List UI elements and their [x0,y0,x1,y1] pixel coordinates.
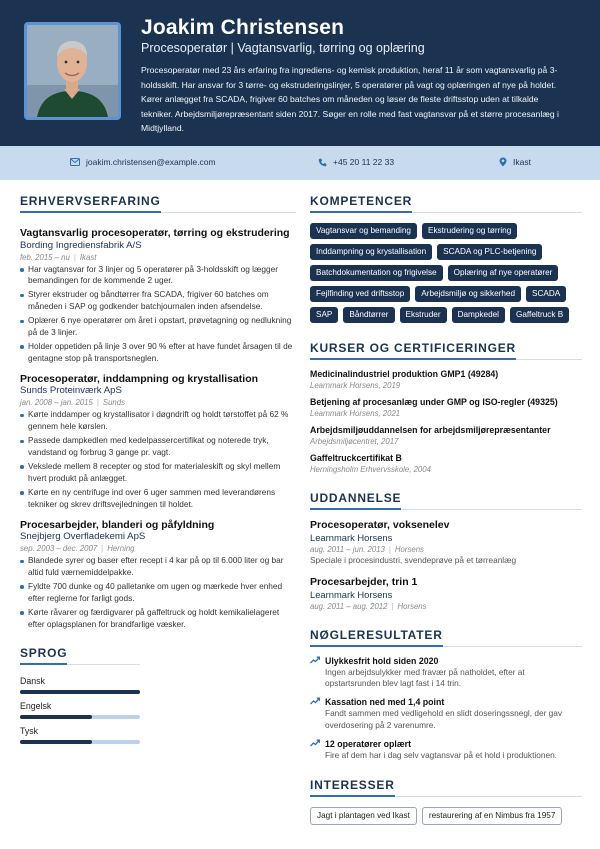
map-pin-icon [499,157,507,167]
email-text: joakim.christensen@example.com [86,157,216,167]
education-section [310,489,582,612]
section-title-skills: KOMPETENCER [310,194,412,213]
job-dates: sep. 2003 – dec. 2007 [20,544,98,553]
job-bullet: Holder oppetiden på linje 3 over 90 % efter at have fundet årsagen til de gentagne stop på transportsneglen. [20,341,296,365]
contact-bar [0,146,600,180]
contact-phone[interactable] [318,157,394,167]
result-title: 12 operatører oplært [325,739,412,750]
job-bullet: Vekslede mellem 8 recepter og stod for materialeskift og skyl mellem hvert produkt på anlægget. [20,461,296,485]
education-title: Procesarbejder, trin 1 [310,575,418,588]
job-meta: feb. 2015 – nu | Ikast [20,252,97,262]
language-item [20,725,296,744]
education-meta: aug. 2011 – jun. 2013 | Horsens [310,545,424,554]
course-meta: Learnmark Horsens, 2021 [310,409,401,418]
headline: Procesoperatør | Vagtansvarlig, tørring og oplæring [141,41,425,55]
language-name: Engelsk [20,701,52,712]
job-dates: jan. 2008 – jan. 2015 [20,398,93,408]
job-bullets [20,409,296,510]
result-item [310,696,582,732]
trend-up-icon [310,656,320,664]
phone-icon [318,158,327,167]
course-item [310,369,582,391]
job-company: Sunds Proteinværk ApS [20,385,122,397]
course-title: Betjening af procesanlæg under GMP og ISO-regler (49325) [310,397,558,407]
education-dates: aug. 2011 – aug. 2012 [310,601,388,611]
portrait-image [27,25,118,117]
course-meta: Herningsholm Erhvervsskole, 2004 [310,465,431,474]
interest-tags [310,807,582,825]
job-bullet: Oplærer 6 nye operatører om året i opstart, prøvetagning og nedlukning på de 3 linjer. [20,315,296,339]
right-column [310,192,582,825]
course-item [310,397,582,419]
skill-tag: Vagtansvar og bemanding [310,223,417,239]
education-title: Procesoperatør, voksenelev [310,519,450,531]
education-dates: aug. 2011 – jun. 2013 [310,545,385,554]
job-title: Procesarbejder, blanderi og påfyldning [20,518,215,531]
contact-location [499,157,531,167]
job-title: Procesoperatør, inddampning og krystallisation [20,372,259,385]
section-title-education: UDDANNELSE [310,491,401,510]
language-item [20,700,296,719]
job-bullet: Passede dampkedlen med kedelpassercertifikat og noterede tryk, vandstand og forbrug 3 gange pr. vagt. [20,435,296,459]
skill-tags [310,223,582,323]
trend-up-icon [310,739,320,747]
education-school: Learnmark Horsens [310,532,393,543]
course-item [310,425,582,447]
job-entry [20,373,296,511]
result-title: Ulykkesfrit hold siden 2020 [325,655,439,666]
language-item [20,675,296,694]
job-bullet: Blandede syrer og baser efter recept i 4 kar på op til 6.000 liter og bar altid fuld værnemiddelpakke. [20,555,296,579]
result-description: Fandt sammen med vedligehold en slidt doseringssnegl, der gav overdosering på 2 varenumre. [325,708,563,731]
education-description: Speciale i procesindustri, svendeprøve på et tørreanlæg [310,555,517,565]
languages-section [20,644,296,744]
results-section [310,626,582,763]
skill-tag: Dampkedel [452,307,505,323]
profile-photo [24,22,121,120]
job-place: Ikast [79,252,97,262]
course-meta: Arbejdsmiljøcentret, 2017 [310,437,399,446]
skill-tag: SCADA og PLC-betjening [437,244,542,260]
job-bullet: Styrer ekstruder og båndtørrer fra SCADA, frigiver 60 batches om måneden i SAP og godkender batchjournalen inden afsendelse. [20,289,296,313]
trend-up-icon [310,697,320,705]
job-bullets [20,264,296,365]
contact-email[interactable] [70,157,216,167]
skill-tag: Oplæring af nye operatører [448,265,559,281]
course-list [310,369,582,475]
job-title: Vagtansvarlig procesoperatør, tørring og ekstrudering [20,227,290,239]
course-item [310,453,582,475]
job-bullet: Kørte inddamper og krystallisator i døgndrift og holdt tørstoffet på 62 % gennem hele kørslen. [20,409,296,433]
job-company: Snejbjerg Overfladekemi ApS [20,531,146,542]
result-item [310,655,582,691]
section-title-courses: KURSER OG CERTIFICERINGER [310,341,516,360]
course-title: Medicinalindustriel produktion GMP1 (49284) [310,369,499,379]
language-name: Dansk [20,676,45,687]
job-place: Sunds [102,398,125,408]
envelope-icon [70,158,80,166]
job-dates: feb. 2015 – nu [20,252,70,262]
skill-tag: Ekstrudering og tørring [422,223,517,239]
language-level-fill [20,740,92,744]
interests-section [310,776,582,825]
skill-tag: Fejlfinding ved driftsstop [310,286,410,302]
courses-section [310,339,582,475]
course-title: Gaffeltruckcertifikat B [310,453,402,463]
section-title-languages: SPROG [20,646,67,665]
header [0,0,600,146]
education-item [310,519,582,567]
skill-tag: Båndtørrer [343,307,394,323]
education-place: Horsens [394,545,424,554]
result-description: Fire af dem har i dag selv vagtansvar på et hold i produktionen. [325,750,557,761]
job-entry [20,519,296,631]
result-title: Kassation ned med 1,4 point [325,697,445,708]
language-list [20,675,296,744]
course-meta: Learnmark Horsens, 2019 [310,381,401,390]
education-place: Horsens [397,601,427,611]
language-level-bar [20,690,140,694]
skill-tag: Ekstruder [400,307,447,323]
job-bullet: Kørte en ny centrifuge ind over 6 uger sammen med leverandørens tekniker og skrev driftsvejledningen til holdet. [20,487,296,511]
candidate-name: Joakim Christensen [141,16,345,39]
section-title-results: NØGLERESULTATER [310,628,443,647]
profile-summary: Procesoperatør med 23 års erfaring fra ingrediens- og kemisk produktion, heraf 11 år som vagtansvarlig på 3-holdsskift. Har ansvar for 3 tørre- og ekstruderingslinjer, 5 operatører på vagt og oplæringen af nye på holdet. Kører anlægget fra SCADA, frigiver 60 batches om måneden og løser de fleste driftsstop uden at tilkalde tekniker. Arbejdsmiljørepræsentant siden 2017. Søger en rolle med fast vagtansvar på et større procesanlæg i Midtjylland. [141,65,559,134]
interest-tag: restaurering af en Nimbus fra 1957 [422,807,563,825]
skill-tag: Gaffeltruck B [510,307,569,323]
language-name: Tysk [20,726,39,737]
language-level-bar [20,715,140,719]
job-meta: sep. 2003 – dec. 2007 | Herning [20,544,135,553]
job-meta: jan. 2008 – jan. 2015 | Sunds [20,398,125,408]
section-title-experience: ERHVERVSERFARING [20,194,161,213]
results-list [310,655,582,763]
job-bullet: Fyldte 700 dunke og 40 palletanke om ugen og mærkede hver enhed efter reglerne for farligt gods. [20,581,296,605]
job-bullets [20,555,296,630]
skill-tag: SCADA [526,286,566,302]
left-column [20,192,296,750]
job-bullet: Kørte råvarer og færdigvarer på gaffeltruck og holdt kemikalielageret efter oplagsplanen for brandfarlige væsker. [20,607,296,631]
interest-tag: Jagt i plantagen ved Ikast [310,807,417,825]
job-place: Herning [107,544,135,553]
skill-tag: Arbejdsmiljø og sikkerhed [415,286,521,302]
language-level-bar [20,740,140,744]
job-entry [20,227,296,365]
section-title-interests: INTERESSER [310,778,395,797]
language-level-fill [20,715,92,719]
job-bullet: Har vagtansvar for 3 linjer og 5 operatører på 3-holdsskift og lægger bemandingen for de kommende 2 uger. [20,264,296,288]
job-company: Bording Ingrediensfabrik A/S [20,239,142,251]
location-text: Ikast [513,157,531,167]
phone-text: +45 20 11 22 33 [333,157,395,167]
skill-tag: Inddampning og krystallisation [310,244,432,260]
education-meta: aug. 2011 – aug. 2012 | Horsens [310,601,427,611]
education-item [310,576,582,612]
course-title: Arbejdsmiljøuddannelsen for arbejdsmiljørepræsentanter [310,425,551,435]
language-level-fill [20,690,140,694]
result-description: Ingen arbejdsulykker med fravær på natholdet, efter at opstartsrunden blev lagt fast i 14 trin. [325,666,525,689]
education-school: Learnmark Horsens [310,588,393,600]
skill-tag: Batchdokumentation og frigivelse [310,265,443,281]
skill-tag: SAP [310,307,338,323]
result-item [310,738,582,762]
